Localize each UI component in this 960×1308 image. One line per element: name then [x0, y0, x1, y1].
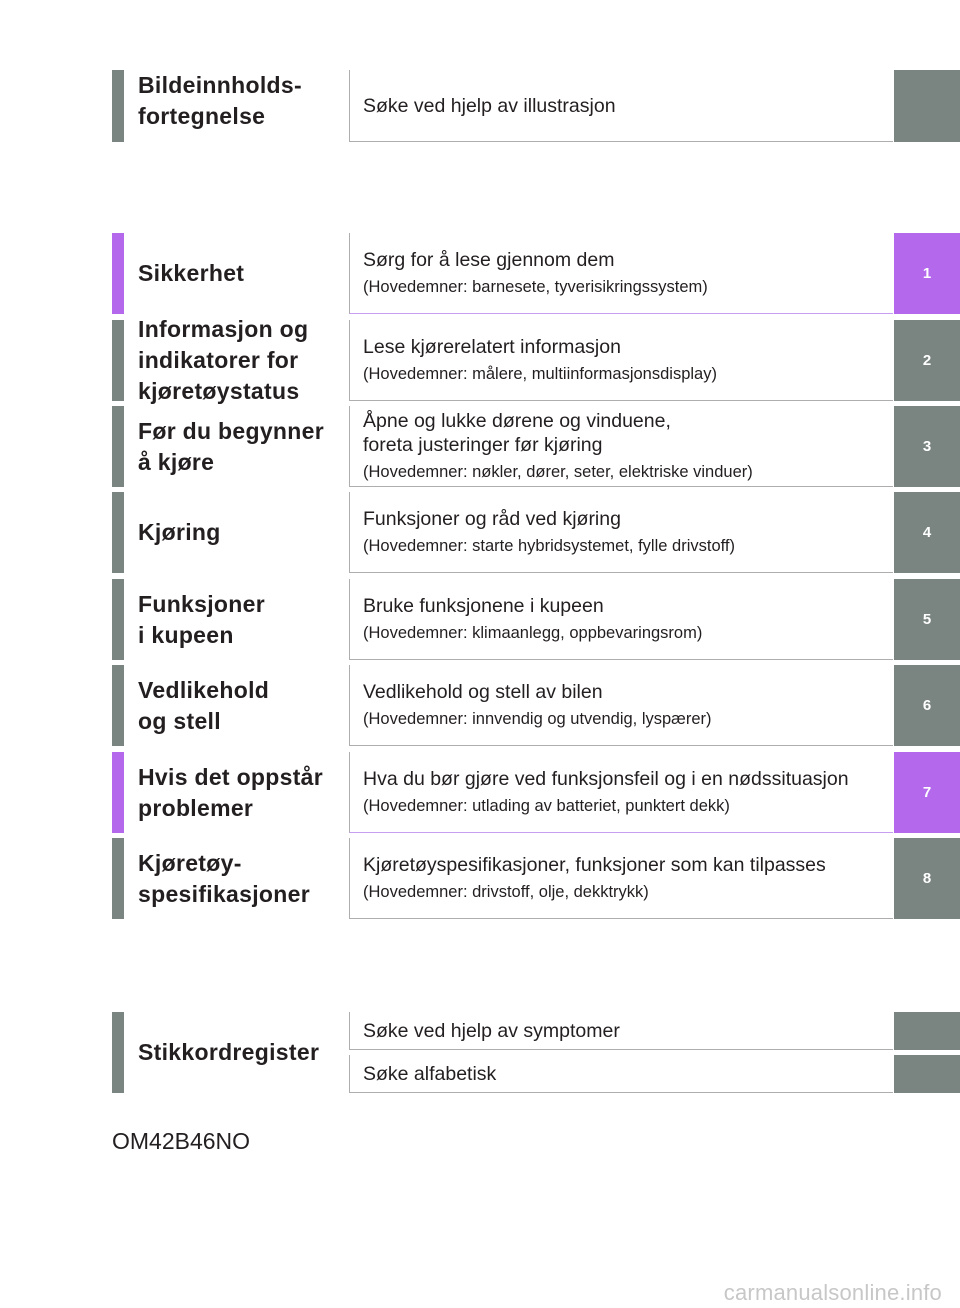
- chapter-tab-8[interactable]: 8: [894, 838, 960, 919]
- chapter-title: Før du begynner å kjøre: [138, 417, 324, 475]
- section-bar: [112, 70, 124, 142]
- chapter-description: Åpne og lukke dørene og vinduene, foreta justeringer før kjøring: [363, 410, 671, 456]
- chapter-description-box[interactable]: [349, 752, 893, 833]
- chapter-title: Kjøring: [138, 519, 221, 545]
- chapter-description-box[interactable]: [349, 838, 893, 919]
- chapter-description: Vedlikehold og stell av bilen: [363, 681, 603, 703]
- index-tab-symptoms[interactable]: [894, 1012, 960, 1050]
- chapter-tab-4[interactable]: 4: [894, 492, 960, 573]
- section-title: Bildeinnholds- fortegnelse: [138, 72, 302, 129]
- chapter-subtopics: (Hovedemner: barnesete, tyverisikringssystem): [363, 278, 708, 296]
- watermark: carmanualsonline.info: [723, 1280, 942, 1305]
- section-tab[interactable]: [894, 70, 960, 142]
- index-row-alphabetical[interactable]: [0, 1055, 960, 1093]
- chapter-description: Bruke funksjonene i kupeen: [363, 595, 604, 617]
- chapter-tab-1[interactable]: 1: [894, 233, 960, 314]
- chapter-row-8[interactable]: [0, 838, 960, 919]
- chapter-description-box[interactable]: [349, 492, 893, 573]
- chapter-bar: [112, 320, 124, 401]
- chapter-row-5[interactable]: [0, 579, 960, 660]
- chapter-subtopics: (Hovedemner: målere, multiinformasjonsdisplay): [363, 365, 717, 383]
- chapter-subtopics: (Hovedemner: starte hybridsystemet, fylle drivstoff): [363, 537, 735, 555]
- illustrated-index-row[interactable]: [0, 70, 960, 142]
- chapter-bar: [112, 406, 124, 487]
- chapter-bar: [112, 492, 124, 573]
- chapter-description-box[interactable]: [349, 320, 893, 401]
- chapter-tab-5[interactable]: 5: [894, 579, 960, 660]
- chapter-title: Vedlikehold og stell: [138, 676, 270, 734]
- chapter-row-2[interactable]: [0, 316, 960, 404]
- section-description-box[interactable]: [349, 70, 893, 142]
- chapter-title: Sikkerhet: [138, 260, 245, 286]
- chapter-description: Funksjoner og råd ved kjøring: [363, 508, 621, 530]
- chapter-bar: [112, 233, 124, 314]
- chapter-row-6[interactable]: [0, 665, 960, 746]
- chapter-row-7[interactable]: [0, 752, 960, 833]
- chapter-title: Funksjoner i kupeen: [138, 590, 265, 648]
- chapter-bar: [112, 752, 124, 833]
- index-tab-alphabetical[interactable]: [894, 1055, 960, 1093]
- chapter-subtopics: (Hovedemner: klimaanlegg, oppbevaringsrom): [363, 624, 703, 642]
- chapter-subtopics: (Hovedemner: nøkler, dører, seter, elektriske vinduer): [363, 463, 753, 481]
- chapter-row-1[interactable]: [0, 233, 960, 314]
- chapter-row-4[interactable]: [0, 492, 960, 573]
- index-item-label: Søke alfabetisk: [363, 1062, 497, 1085]
- chapter-title: Hvis det oppstår problemer: [138, 763, 324, 821]
- chapter-description: Lese kjørerelatert informasjon: [363, 336, 621, 358]
- chapter-description-box[interactable]: [349, 579, 893, 660]
- chapter-title: Kjøretøy- spesifikasjoner: [138, 849, 310, 907]
- chapter-tab-7[interactable]: 7: [894, 752, 960, 833]
- index-row-symptoms[interactable]: [0, 1012, 960, 1050]
- section-description: Søke ved hjelp av illustrasjon: [363, 94, 616, 117]
- index-item-box[interactable]: [349, 1055, 893, 1093]
- chapter-tab-6[interactable]: 6: [894, 665, 960, 746]
- chapter-bar: [112, 579, 124, 660]
- chapter-tab-2[interactable]: 2: [894, 320, 960, 401]
- index-item-label: Søke ved hjelp av symptomer: [363, 1019, 620, 1042]
- chapter-description-box[interactable]: [349, 665, 893, 746]
- chapter-title: Informasjon og indikatorer for kjøretøystatus: [138, 316, 309, 404]
- chapter-description-box[interactable]: [349, 406, 893, 487]
- chapter-bar: [112, 665, 124, 746]
- chapter-subtopics: (Hovedemner: utlading av batteriet, punktert dekk): [363, 797, 730, 815]
- chapter-description: Sørg for å lese gjennom dem: [363, 249, 615, 271]
- chapter-description: Kjøretøyspesifikasjoner, funksjoner som kan tilpasses: [363, 854, 826, 876]
- chapter-tab-3[interactable]: 3: [894, 406, 960, 487]
- chapter-row-3[interactable]: [0, 406, 960, 487]
- chapter-description: Hva du bør gjøre ved funksjonsfeil og i en nødssituasjon: [363, 768, 849, 790]
- index-title: Stikkordregister: [138, 1039, 320, 1065]
- chapter-subtopics: (Hovedemner: drivstoff, olje, dekktrykk): [363, 883, 649, 901]
- chapter-subtopics: (Hovedemner: innvendig og utvendig, lyspærer): [363, 710, 712, 728]
- chapter-description-box[interactable]: [349, 233, 893, 314]
- document-code: OM42B46NO: [112, 1128, 251, 1154]
- chapter-bar: [112, 838, 124, 919]
- index-item-box[interactable]: [349, 1012, 893, 1050]
